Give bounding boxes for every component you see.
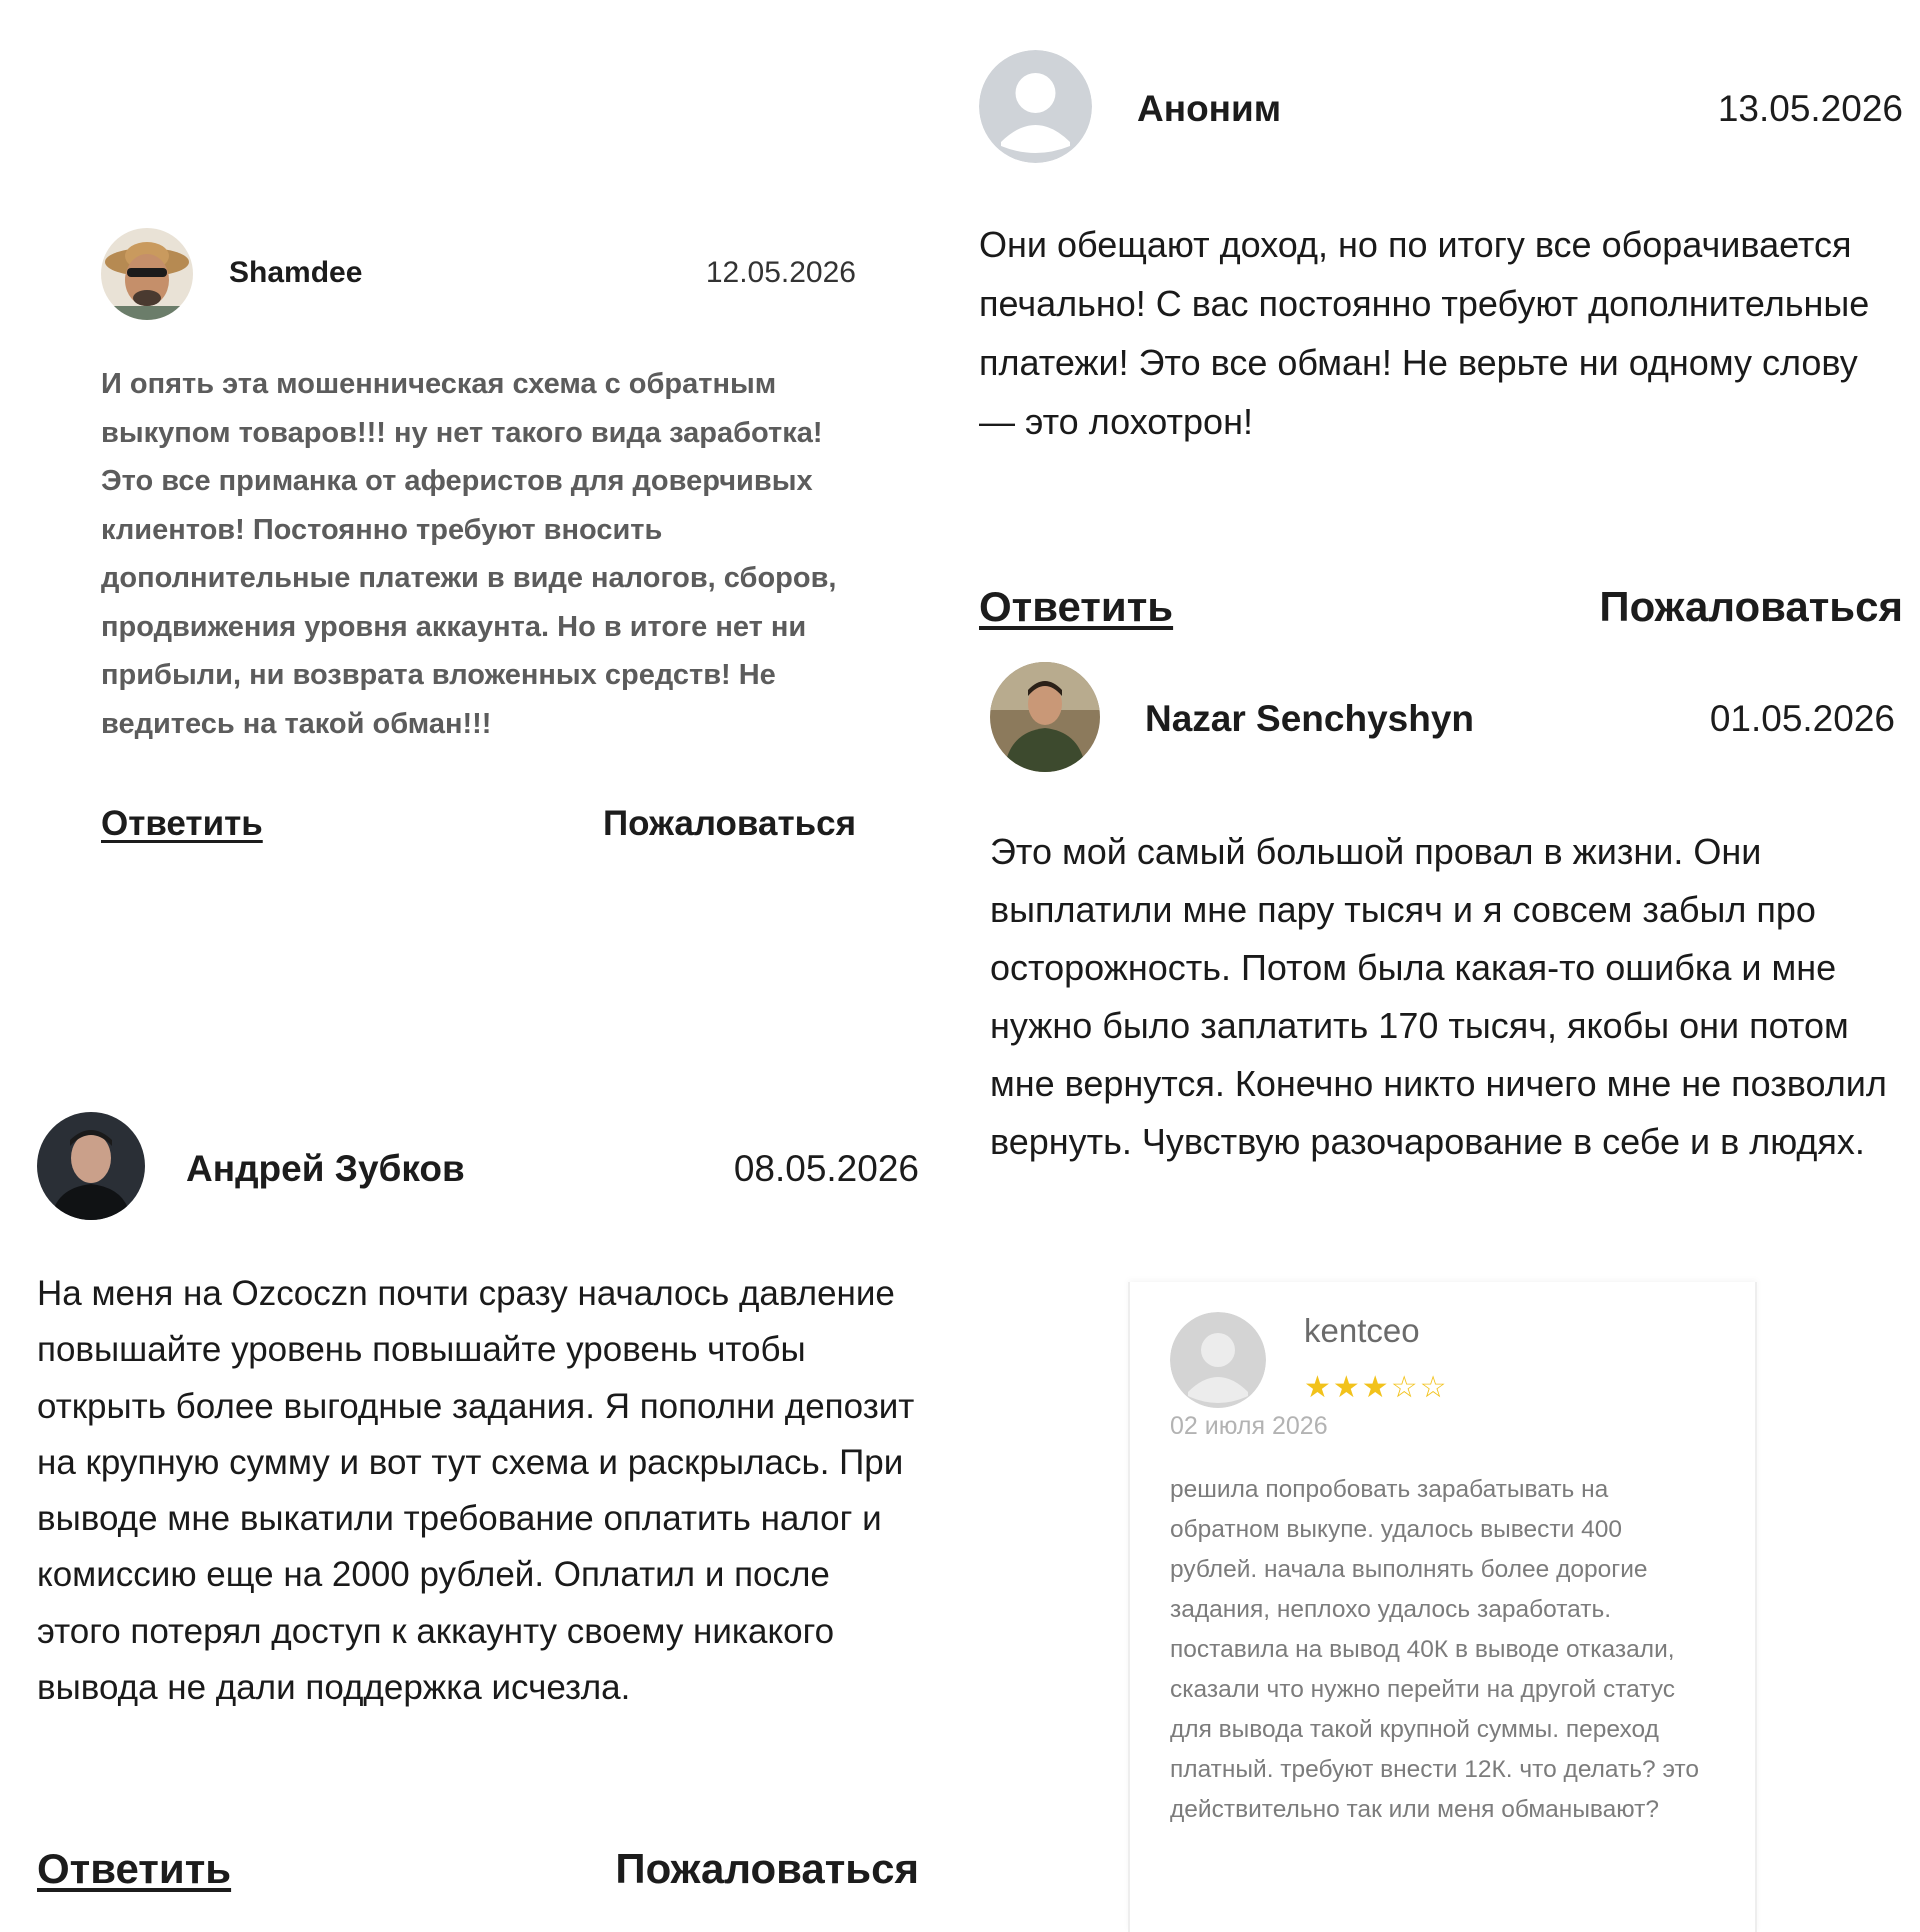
avatar — [37, 1112, 145, 1220]
review-author: kentceo — [1304, 1312, 1420, 1349]
avatar — [990, 662, 1100, 772]
review-author: Андрей Зубков — [186, 1148, 465, 1189]
review-text: И опять эта мошенническая схема с обратным выкупом товаров!!! ну нет такого вида заработка! Это все приманка от аферистов для доверчивых клиентов! Постоянно требуют вносить дополнительные платежи в виде налогов, сборов, продвижения уровня аккаунта. Но в итоге нет ни прибыли, ни возврата вложенных средств! Не ведитесь на такой обман!!! — [101, 368, 837, 740]
review-card-shamdee — [101, 220, 856, 843]
review-date: 13.05.2026 — [1717, 88, 1903, 129]
review-author: Аноним — [1137, 88, 1282, 129]
review-author: Nazar Senchyshyn — [1145, 698, 1475, 739]
review-date: 01.05.2026 — [1709, 698, 1895, 739]
review-card-kentceo — [1128, 1282, 1757, 1932]
avatar — [979, 50, 1092, 163]
review-date: 08.05.2026 — [733, 1148, 919, 1189]
review-date: 12.05.2026 — [705, 256, 856, 289]
user-photo-icon — [37, 1112, 145, 1220]
default-user-avatar-icon — [1170, 1312, 1266, 1408]
review-text: Они обещают доход, но по итогу все оборачивается печально! С вас постоянно требуют дополнительные платежи! Это все обман! Не верьте ни одному слову — это лохотрон! — [979, 224, 1870, 442]
user-photo-icon — [990, 662, 1100, 772]
avatar — [101, 228, 193, 320]
review-author: Shamdee — [229, 256, 363, 289]
review-card-nazar-senchyshyn — [990, 662, 1895, 1222]
review-text: Это мой самый большой провал в жизни. Они выплатили мне пару тысяч и я совсем забыл про осторожность. Потом была какая-то ошибка и мне нужно было заплатить 170 тысяч, якобы они потом мне вернутся. Конечно никто ничего мне не позволил вернуть. Чувствую разочарование в себе и в людях. — [990, 831, 1887, 1162]
avatar — [1170, 1312, 1266, 1408]
report-link[interactable]: Пожаловаться — [603, 804, 856, 843]
reply-link[interactable]: Ответить — [37, 1845, 232, 1892]
default-user-avatar-icon — [979, 50, 1092, 163]
star-filled-icon: ★★★ — [1304, 1371, 1391, 1404]
star-empty-icon: ☆☆ — [1390, 1371, 1449, 1404]
review-date: 02 июля 2026 — [1170, 1412, 1328, 1440]
review-card-anonymous — [979, 50, 1903, 635]
review-card-andrey-zubkov — [37, 1112, 919, 1902]
report-link[interactable]: Пожаловаться — [1599, 583, 1903, 630]
star-rating — [1304, 1370, 1448, 1405]
reply-link[interactable]: Ответить — [101, 804, 263, 843]
user-photo-icon — [101, 228, 193, 320]
report-link[interactable]: Пожаловаться — [615, 1845, 919, 1892]
reply-link[interactable]: Ответить — [979, 583, 1174, 630]
review-text: На меня на Ozcoczn почти сразу началось давление повышайте уровень повышайте уровень чтобы открыть более выгодные задания. Я пополни депозит на крупную сумму и вот тут схема и раскрылась. При выводе мне выкатили требование оплатить налог и комиссию еще на 2000 рублей. Оплатил и после этого потерял доступ к аккаунту своему никакого вывода не дали поддержка исчезла. — [37, 1274, 915, 1708]
review-text: решила попробовать зарабатывать на обратном выкупе. удалось вывести 400 рублей. начала выполнять более дорогие задания, неплохо удалось заработать. поставила на вывод 40К в выводе отказали, сказали что нужно перейти на другой статус для вывода такой крупной суммы. переход платный. требуют внести 12К. что делать? это действительно так или меня обманывают? — [1170, 1476, 1699, 1823]
